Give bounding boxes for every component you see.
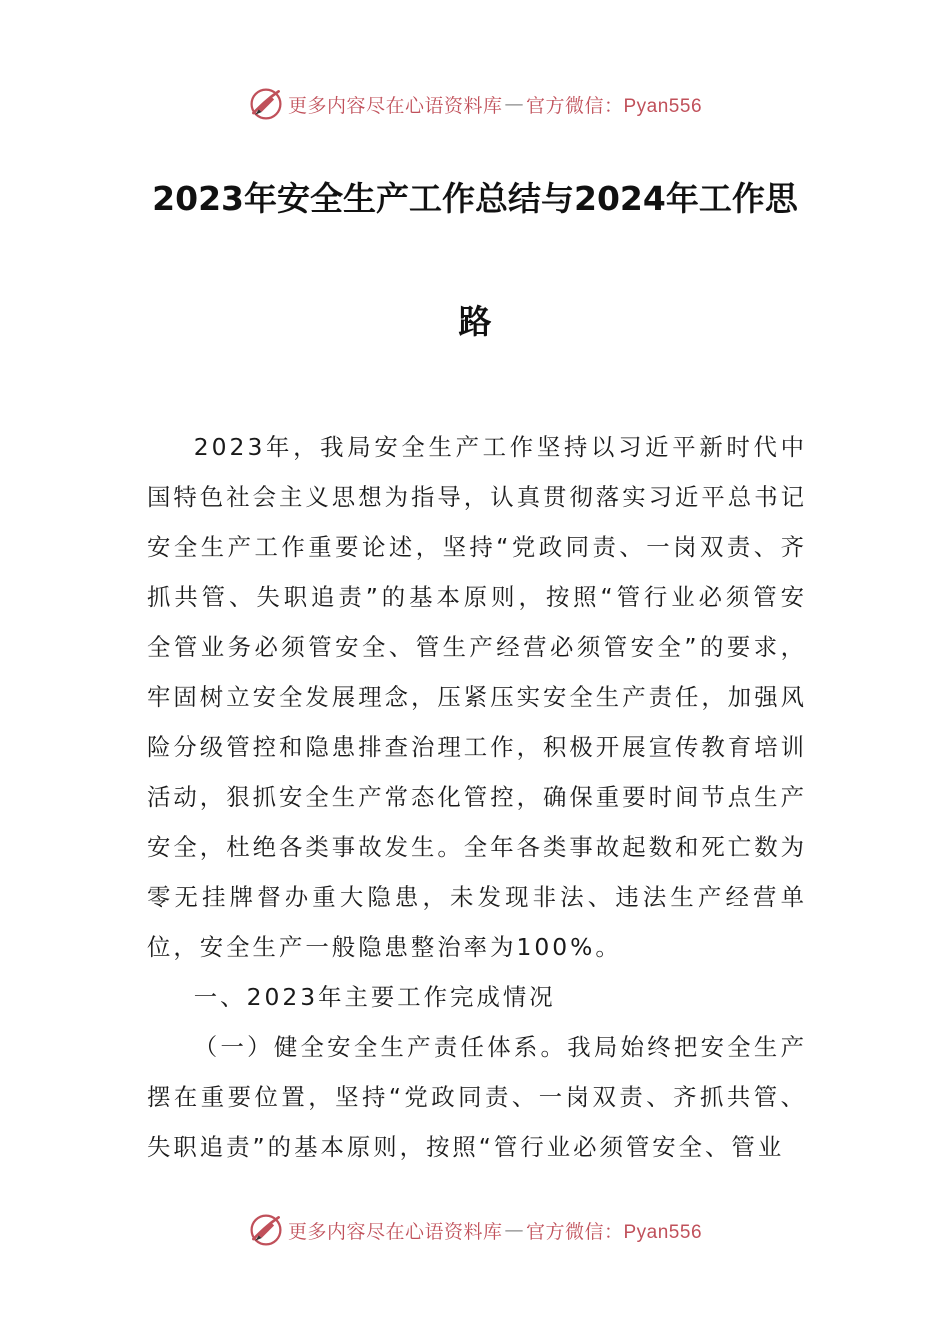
- watermark-dash: —: [504, 1219, 524, 1241]
- document-title-line-2: 路: [458, 302, 492, 341]
- document-title-line-1: 2023年安全生产工作总结与2024年工作思: [152, 179, 798, 218]
- watermark-wechat: 官方微信：Pyan556: [526, 95, 703, 117]
- watermark-wechat: 官方微信：Pyan556: [526, 1221, 703, 1243]
- watermark-text: 更多内容尽在心语资料库: [287, 94, 503, 117]
- body-paragraph-responsibility: （一）健全安全生产责任体系。我局始终把安全生产摆在重要位置，坚持“党政同责、一岗双责、齐抓共管、失职追责”的基本原则，按照“管行业必须管安全、管业: [147, 1033, 807, 1161]
- watermark-text: 更多内容尽在心语资料库: [287, 1220, 503, 1243]
- watermark-dash: —: [504, 93, 524, 115]
- document-body: [147, 422, 807, 1172]
- section-heading-1: 一、2023年主要工作完成情况: [193, 983, 556, 1011]
- watermark-banner-top: [0, 84, 950, 124]
- body-paragraph-intro: 2023年，我局安全生产工作坚持以习近平新时代中国特色社会主义思想为指导，认真贯彻落实习近平总书记安全生产工作重要论述，坚持“党政同责、一岗双责、齐抓共管、失职追责”的基本原则，按照“管行业必须管安全管业务必须管安全、管生产经营必须管安全”的要求，牢固树立安全发展理念，压紧压实安全生产责任，加强风险分级管控和隐患排查治理工作，积极开展宣传教育培训活动，狠抓安全生产常态化管控，确保重要时间节点生产安全，杜绝各类事故发生。全年各类事故起数和死亡数为零无挂牌督办重大隐患，未发现非法、违法生产经营单位，安全生产一般隐患整治率为100%。: [147, 433, 807, 961]
- pen-logo-icon: [248, 86, 284, 122]
- pen-logo-icon: [248, 1212, 284, 1248]
- watermark-banner-bottom: [0, 1210, 950, 1250]
